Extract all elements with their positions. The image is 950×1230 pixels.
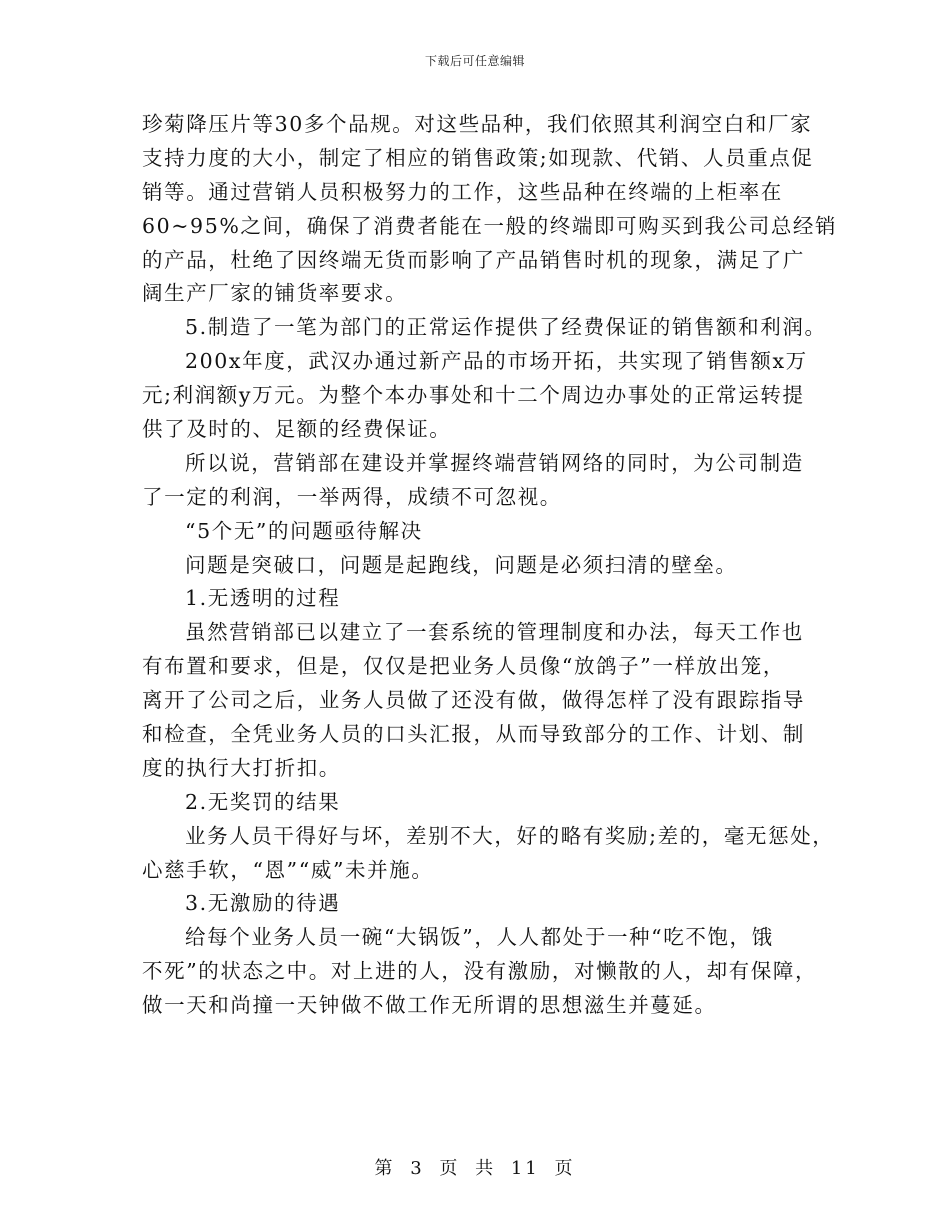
body-line: 给每个业务人员一碗“大锅饭”，人人都处于一种“吃不饱，饿 (185, 925, 774, 950)
body-line: 虽然营销部已以建立了一套系统的管理制度和办法，每天工作也 (185, 620, 804, 645)
body-line: 问题是突破口，问题是起跑线，问题是必须扫清的壁垒。 (185, 552, 738, 577)
body-line: 离开了公司之后，业务人员做了还没有做，做得怎样了没有跟踪指导 (142, 688, 805, 713)
subsection-heading: 3.无激励的待遇 (185, 891, 341, 916)
body-line: 业务人员干得好与坏，差别不大，好的略有奖励;差的，毫无惩处， (185, 823, 835, 848)
body-line: 有布置和要求，但是，仅仅是把业务人员像“放鸽子”一样放出笼， (142, 654, 785, 679)
body-line: 元;利润额y万元。为整个本办事处和十二个周边办事处的正常运转提 (142, 383, 805, 408)
body-line: 不死”的状态之中。对上进的人，没有激励，对懒散的人，却有保障， (142, 959, 818, 984)
body-line: 5.制造了一笔为部门的正常运作提供了经费保证的销售额和利润。 (185, 315, 827, 340)
section-heading: “5个无”的问题亟待解决 (185, 518, 423, 543)
page-footer: 第 3 页 共 11 页 (374, 1158, 576, 1179)
body-line: 支持力度的大小，制定了相应的销售政策;如现款、代销、人员重点促 (142, 145, 814, 170)
body-line: 200x年度，武汉办通过新产品的市场开拓，共实现了销售额x万 (185, 349, 808, 374)
page-header: 下载后可任意编辑 (424, 54, 525, 68)
body-line: 心慈手软，“恩”“威”未并施。 (142, 857, 434, 882)
body-line: 做一天和尚撞一天钟做不做工作无所谓的思想滋生并蔓延。 (142, 993, 717, 1018)
body-line: 销等。通过营销人员积极努力的工作，这些品种在终端的上柜率在 (142, 179, 783, 204)
subsection-heading: 2.无奖罚的结果 (185, 789, 341, 814)
body-line: 所以说，营销部在建设并掌握终端营销网络的同时，为公司制造 (185, 450, 804, 475)
body-line: 供了及时的、足额的经费保证。 (142, 417, 452, 442)
body-line: 60~95%之间，确保了消费者能在一般的终端即可购买到我公司总经销 (142, 213, 838, 238)
body-line: 度的执行大打折扣。 (142, 755, 341, 780)
body-line: 阔生产厂家的铺货率要求。 (142, 281, 408, 306)
body-line: 和检查，全凭业务人员的口头汇报，从而导致部分的工作、计划、制 (142, 722, 805, 747)
body-line: 了一定的利润，一举两得，成绩不可忽视。 (142, 484, 562, 509)
document-body (142, 108, 838, 1023)
subsection-heading: 1.无透明的过程 (185, 586, 341, 611)
body-line: 珍菊降压片等30多个品规。对这些品种，我们依照其利润空白和厂家 (142, 112, 813, 136)
body-line: 的产品，杜绝了因终端无货而影响了产品销售时机的现象，满足了广 (142, 247, 805, 272)
